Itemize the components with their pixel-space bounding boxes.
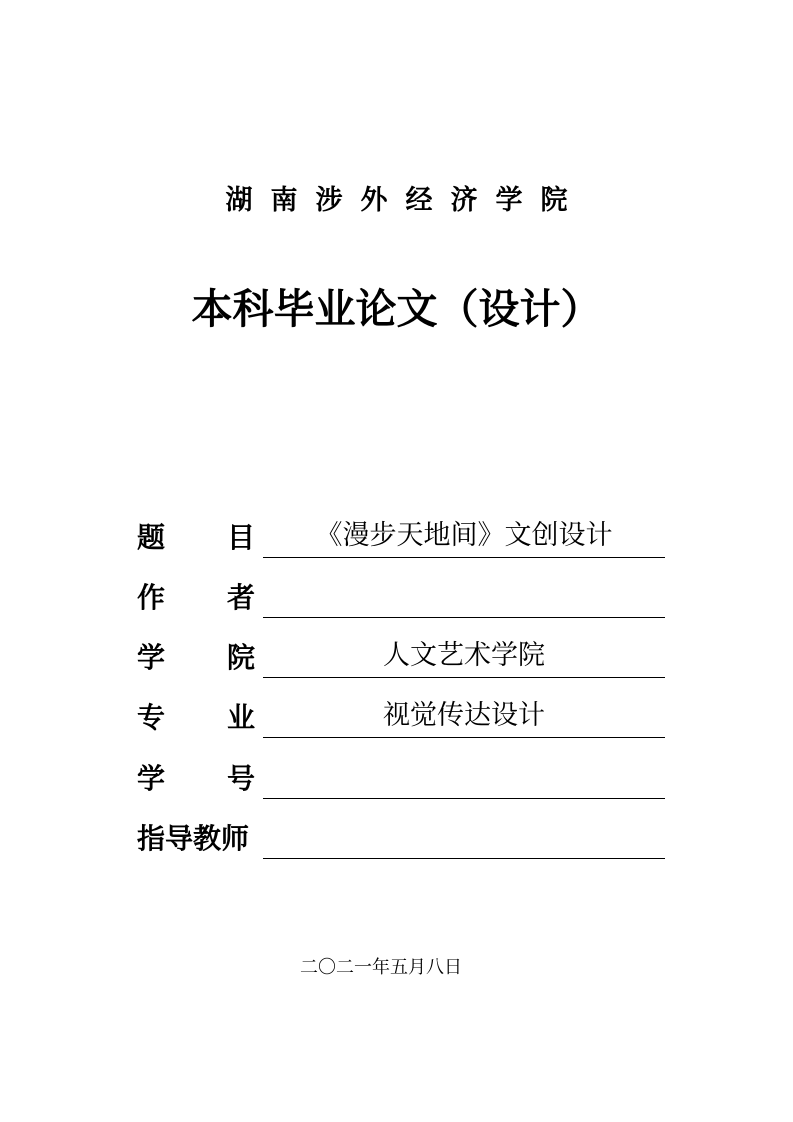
submission-date: 二〇二一年五月八日 — [300, 957, 462, 978]
field-row-advisor — [137, 819, 665, 859]
field-label-char: 业 — [226, 701, 255, 734]
major-field[interactable]: 视觉传达设计 — [263, 699, 665, 738]
topic-field[interactable]: 《漫步天地间》文创设计 — [263, 519, 665, 558]
college-field[interactable]: 人文艺术学院 — [263, 639, 665, 678]
field-label — [137, 821, 255, 857]
advisor-field[interactable] — [263, 820, 665, 859]
field-row-author — [137, 578, 665, 618]
field-row-topic — [137, 518, 665, 558]
field-label-char: 学 — [137, 762, 166, 795]
field-label — [137, 580, 255, 616]
field-label-char: 学 — [137, 641, 166, 674]
field-label-char: 作 — [137, 581, 166, 614]
field-label-char: 专 — [137, 701, 166, 734]
field-label — [137, 520, 255, 556]
document-title: 本科毕业论文（设计） — [191, 285, 602, 333]
field-label — [137, 761, 255, 797]
school-name: 湖南涉外经济学院 — [225, 185, 586, 216]
field-label — [137, 640, 255, 676]
field-label-char: 目 — [226, 521, 255, 554]
student-id-field[interactable] — [263, 760, 665, 799]
field-row-college — [137, 638, 665, 678]
field-row-major — [137, 698, 665, 738]
field-row-student-id — [137, 759, 665, 799]
field-label-char: 号 — [226, 762, 255, 795]
field-label-char: 院 — [226, 641, 255, 674]
author-field[interactable] — [263, 579, 665, 618]
field-label-char: 者 — [226, 581, 255, 614]
advisor-label: 指导教师 — [137, 822, 250, 855]
field-label — [137, 700, 255, 736]
field-label-char: 题 — [137, 521, 166, 554]
